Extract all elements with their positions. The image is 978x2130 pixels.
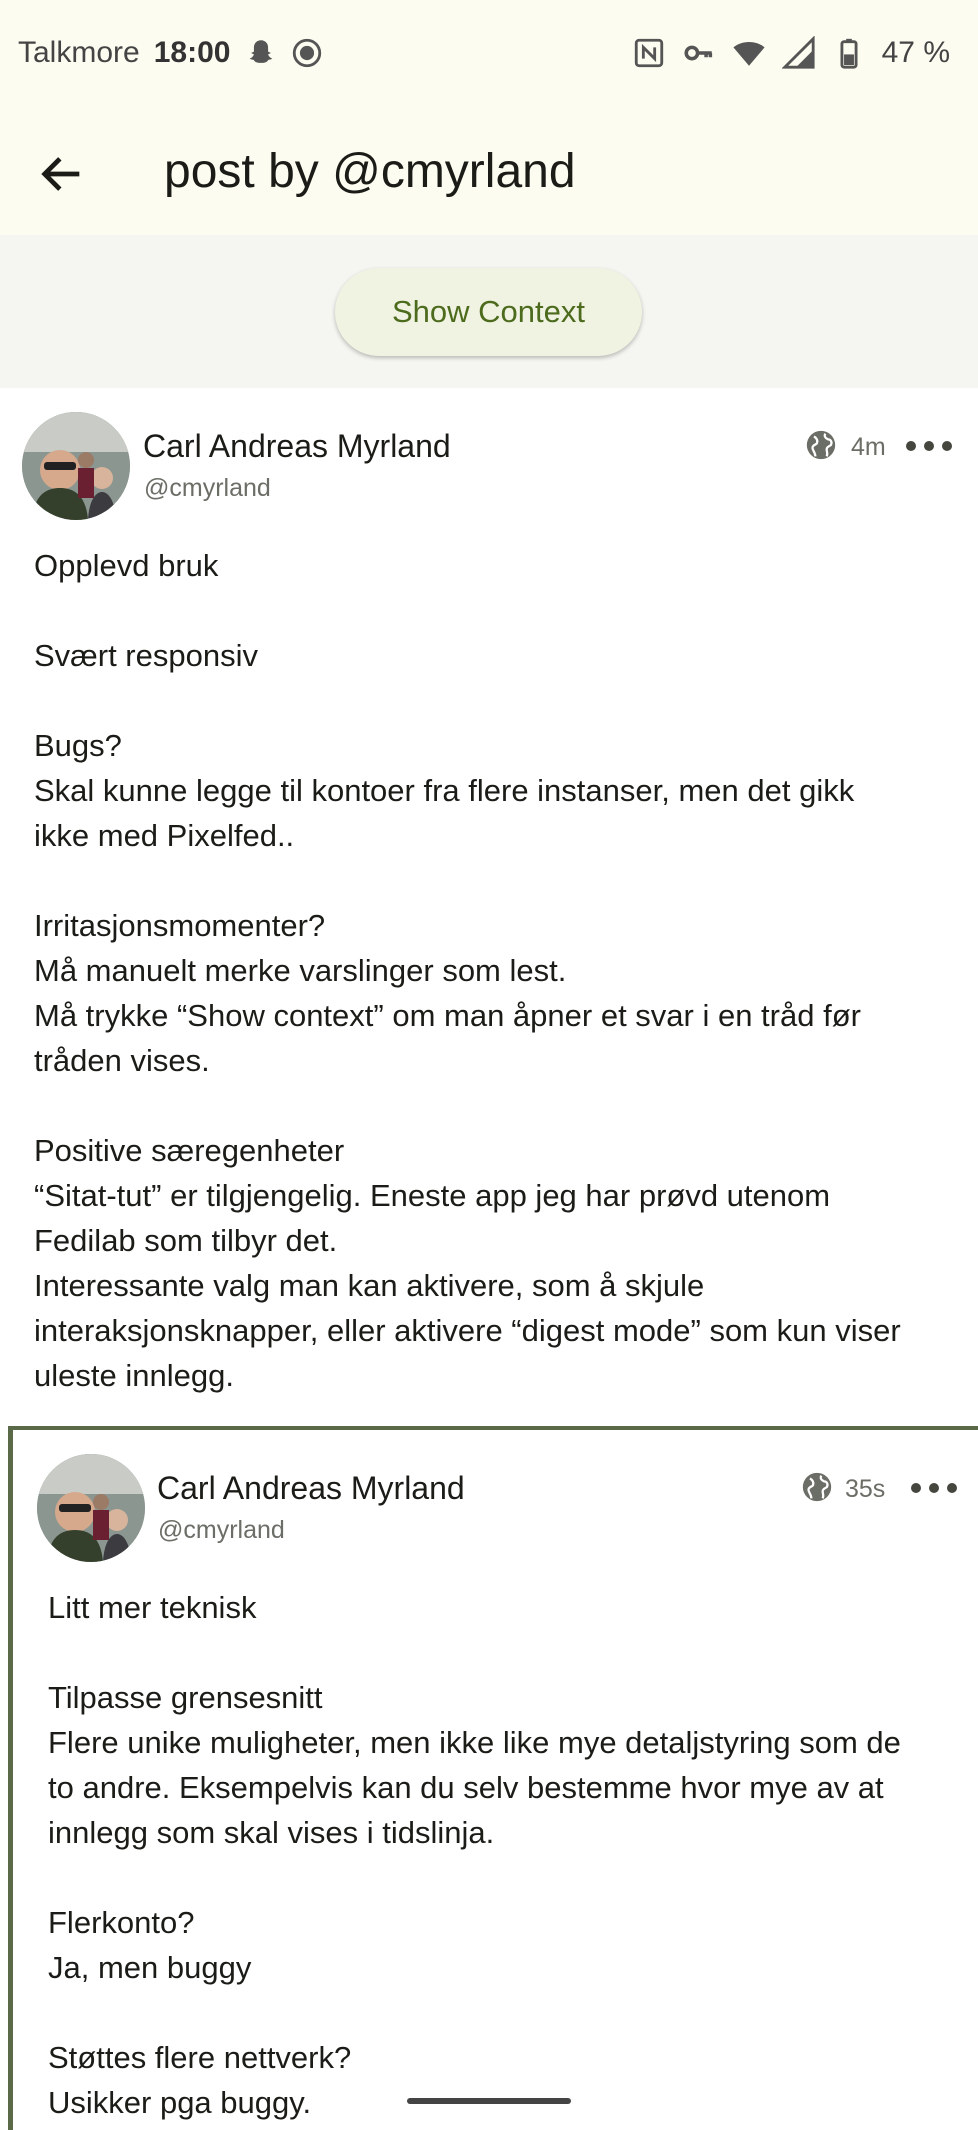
- vpn-app-icon: [290, 36, 324, 70]
- author-name[interactable]: Carl Andreas Myrland: [143, 428, 451, 464]
- status-bar-left: [18, 36, 336, 70]
- nfc-icon: [632, 36, 666, 70]
- avatar[interactable]: [22, 412, 130, 520]
- wifi-icon: [732, 36, 766, 70]
- top-app-bar: [0, 110, 978, 235]
- battery-icon: [832, 36, 866, 70]
- home-indicator[interactable]: [407, 2098, 571, 2104]
- author-name[interactable]: Carl Andreas Myrland: [157, 1470, 465, 1506]
- author-handle[interactable]: @cmyrland: [158, 1516, 285, 1544]
- avatar[interactable]: [37, 1454, 145, 1562]
- status-bar: [0, 0, 978, 110]
- post-content: Litt mer teknisk Tilpasse grensesnitt Flere unike muligheter, men ikke like mye detaljstyring som de to andre. Eksempelvis kan du selv bestemme hvor mye av at innlegg som skal vises i tidslinja. Flerkonto? Ja, men buggy Støttes flere nettverk? Usikker pga buggy.: [48, 1590, 901, 2120]
- key-icon: [682, 36, 716, 70]
- snapchat-icon: [244, 36, 278, 70]
- more-options-icon[interactable]: [906, 431, 952, 461]
- back-arrow-icon[interactable]: [36, 148, 88, 200]
- carrier-label: Talkmore: [18, 36, 140, 69]
- clock: 18:00: [153, 36, 231, 69]
- post-timestamp: 35s: [845, 1475, 886, 1503]
- post-timestamp: 4m: [851, 433, 886, 461]
- more-options-icon[interactable]: [911, 1473, 957, 1503]
- signal-icon: [782, 36, 816, 70]
- context-area: [0, 235, 978, 388]
- battery-percent: 47 %: [881, 36, 950, 69]
- post-card[interactable]: [0, 388, 978, 1428]
- reply-post-card[interactable]: [8, 1426, 978, 2130]
- globe-icon: [804, 428, 838, 462]
- author-handle[interactable]: @cmyrland: [144, 474, 271, 502]
- post-content: Opplevd bruk Svært responsiv Bugs? Skal kunne legge til kontoer fra flere instanser, men det gikk ikke med Pixelfed.. Irritasjonsmomenter? Må manuelt merke varslinger som lest. Må trykke “Show context” om man åpner et svar i en tråd før tråden vises. Positive særegenheter “Sitat-tut” er tilgjengelig. Eneste app jeg har prøvd utenom Fedilab som tilbyr det. Interessante valg man kan aktivere, som å skjule interaksjonsknapper, eller aktivere “digest mode” som kun viser uleste innlegg.: [34, 548, 901, 1393]
- globe-icon: [800, 1470, 834, 1504]
- page-title: post by @cmyrland: [164, 145, 576, 198]
- show-context-button[interactable]: Show Context: [335, 268, 642, 356]
- status-bar-right: [632, 36, 950, 70]
